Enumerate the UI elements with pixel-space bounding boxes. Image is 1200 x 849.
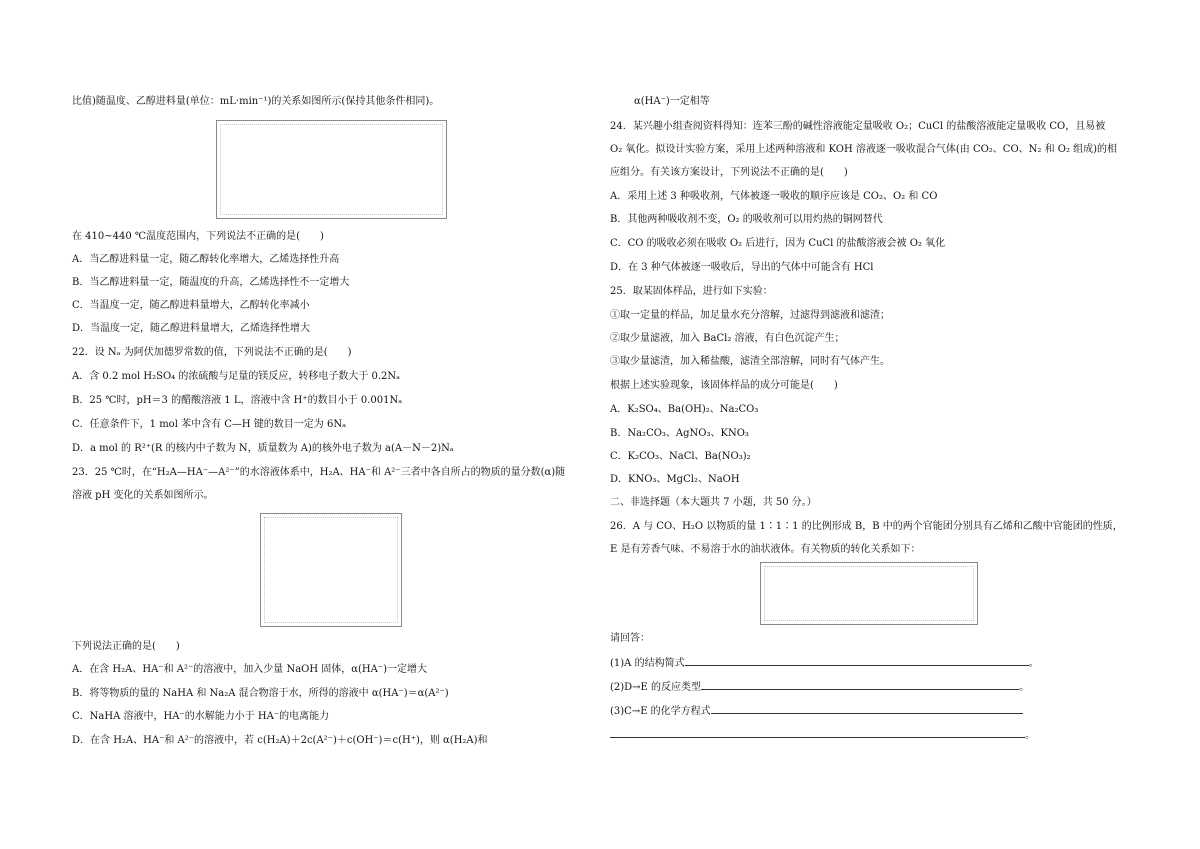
q21-figure-placeholder bbox=[216, 120, 447, 219]
q24-stem-line1: 24．某兴趣小组查阅资料得知：连苯三酚的碱性溶液能定量吸收 O₂；CuCl 的盐酸溶液能定量吸收 CO，且易被 bbox=[610, 121, 1106, 132]
q26-part-3-answer-blank[interactable] bbox=[711, 704, 1023, 714]
q23-option-a: A．在含 H₂A、HA⁻和 A²⁻的溶液中，加入少量 NaOH 固体，α(HA⁻)一定增大 bbox=[72, 664, 428, 675]
q23-option-c: C．NaHA 溶液中，HA⁻的水解能力小于 HA⁻的电离能力 bbox=[72, 711, 330, 722]
q21-option-a: A．当乙醇进料量一定，随乙醇转化率增大，乙烯选择性升高 bbox=[72, 254, 340, 265]
section-2-heading: 二、非选择题（本大题共 7 小题，共 50 分。） bbox=[610, 497, 817, 508]
q22-option-d: D．a mol 的 R²⁺(R 的核内中子数为 N，质量数为 A)的核外电子数为 a(A－N－2)Nₐ bbox=[72, 443, 454, 454]
q26-part-3-answer-blank-line2[interactable] bbox=[610, 728, 1025, 738]
q26-part-2 bbox=[610, 680, 1029, 695]
q26-part-1-answer-blank[interactable] bbox=[685, 656, 1029, 666]
q25-step-3: ③取少量滤渣，加入稀盐酸，滤渣全部溶解，同时有气体产生。 bbox=[610, 356, 890, 367]
q26-part-1-period: 。 bbox=[1028, 658, 1039, 669]
q26-stem-line2: E 是有芳香气味、不易溶于水的油状液体。有关物质的转化关系如下： bbox=[610, 544, 921, 555]
q26-part-1 bbox=[610, 656, 1039, 671]
q26-part-2-period: 。 bbox=[1019, 682, 1030, 693]
q21-option-b: B．当乙醇进料量一定，随温度的升高，乙烯选择性不一定增大 bbox=[72, 277, 350, 288]
q25-stem: 25．取某固体样品，进行如下实验： bbox=[610, 286, 773, 297]
q25-option-b: B．Na₂CO₃、AgNO₃、KNO₃ bbox=[610, 428, 749, 439]
q25-option-c: C．K₂CO₃、NaCl、Ba(NO₃)₂ bbox=[610, 451, 751, 462]
q26-part-1-label: (1)A 的结构简式 bbox=[610, 658, 685, 669]
q24-option-b: B．其他两种吸收剂不变，O₂ 的吸收剂可以用灼热的铜网替代 bbox=[610, 214, 883, 225]
q24-option-d: D．在 3 种气体被逐一吸收后，导出的气体中可能含有 HCl bbox=[610, 262, 874, 273]
q22-option-a: A．含 0.2 mol H₂SO₄ 的浓硫酸与足量的镁反应，转移电子数大于 0.2Nₐ bbox=[72, 371, 401, 382]
q26-part-2-answer-blank[interactable] bbox=[701, 680, 1019, 690]
q23-option-b: B．将等物质的量的 NaHA 和 Na₂A 混合物溶于水，所得的溶液中 α(HA⁻)＝α(A²⁻) bbox=[72, 688, 449, 699]
q23-option-d-continued: α(HA⁻)一定相等 bbox=[634, 96, 710, 107]
q25-option-d: D．KNO₃、MgCl₂、NaOH bbox=[610, 474, 740, 485]
q21-option-d: D．当温度一定，随乙醇进料量增大，乙烯选择性增大 bbox=[72, 323, 311, 334]
q26-part-3-continued bbox=[610, 728, 1035, 743]
q22-stem: 22．设 Nₐ 为阿伏加德罗常数的值，下列说法不正确的是( ) bbox=[72, 347, 352, 358]
q25-ask: 根据上述实验现象，该固体样品的成分可能是( ) bbox=[610, 380, 838, 391]
q25-step-1: ①取一定量的样品，加足量水充分溶解，过滤得到滤液和滤渣； bbox=[610, 310, 890, 321]
q23-ask: 下列说法正确的是( ) bbox=[72, 641, 180, 652]
q21-stem: 在 410~440 ℃温度范围内，下列说法不正确的是( ) bbox=[72, 231, 324, 242]
q23-stem-line2: 溶液 pH 变化的关系如图所示。 bbox=[72, 490, 214, 501]
q26-ask: 请回答： bbox=[610, 633, 650, 644]
q24-option-c: C．CO 的吸收必须在吸收 O₂ 后进行，因为 CuCl 的盐酸溶液会被 O₂ 氧化 bbox=[610, 238, 946, 249]
q22-option-b: B．25 ℃时，pH＝3 的醋酸溶液 1 L，溶液中含 H⁺的数目小于 0.001Nₐ bbox=[72, 395, 403, 406]
q26-part-3-period: 。 bbox=[1025, 730, 1035, 741]
q23-figure-placeholder bbox=[260, 513, 402, 627]
q24-stem-line3: 应组分。有关该方案设计，下列说法不正确的是( ) bbox=[610, 167, 848, 178]
q21-intro: 比值)随温度、乙醇进料量(单位：mL·min⁻¹)的关系如图所示(保持其他条件相同)。 bbox=[72, 96, 440, 107]
q26-figure-placeholder bbox=[760, 562, 978, 625]
q26-part-3-label: (3)C→E 的化学方程式 bbox=[610, 706, 711, 717]
q24-stem-line2: O₂ 氧化。拟设计实验方案，采用上述两种溶液和 KOH 溶液逐一吸收混合气体(由 CO₂、CO、N₂ 和 O₂ 组成)的相 bbox=[610, 144, 1118, 155]
q23-stem-line1: 23．25 ℃时，在“H₂A—HA⁻—A²⁻”的水溶液体系中，H₂A、HA⁻和 A²⁻三者中各自所占的物质的量分数(α)随 bbox=[72, 467, 566, 478]
q23-option-d: D．在含 H₂A、HA⁻和 A²⁻的溶液中，若 c(H₂A)＋2c(A²⁻)＋c(OH⁻)＝c(H⁺)，则 α(H₂A)和 bbox=[72, 735, 488, 746]
q24-option-a: A．采用上述 3 种吸收剂，气体被逐一吸收的顺序应该是 CO₂、O₂ 和 CO bbox=[610, 191, 938, 202]
q21-option-c: C．当温度一定，随乙醇进料量增大，乙醇转化率减小 bbox=[72, 300, 310, 311]
q26-part-3 bbox=[610, 704, 1023, 719]
q25-step-2: ②取少量滤液，加入 BaCl₂ 溶液，有白色沉淀产生； bbox=[610, 333, 845, 344]
q22-option-c: C．任意条件下，1 mol 苯中含有 C—H 键的数目一定为 6Nₐ bbox=[72, 419, 346, 430]
q26-part-2-label: (2)D→E 的反应类型 bbox=[610, 682, 702, 693]
q25-option-a: A．K₂SO₄、Ba(OH)₂、Na₂CO₃ bbox=[610, 404, 759, 415]
q26-stem-line1: 26．A 与 CO、H₂O 以物质的量 1∶1∶1 的比例形成 B，B 中的两个官能团分别具有乙烯和乙酸中官能团的性质， bbox=[610, 521, 1123, 532]
